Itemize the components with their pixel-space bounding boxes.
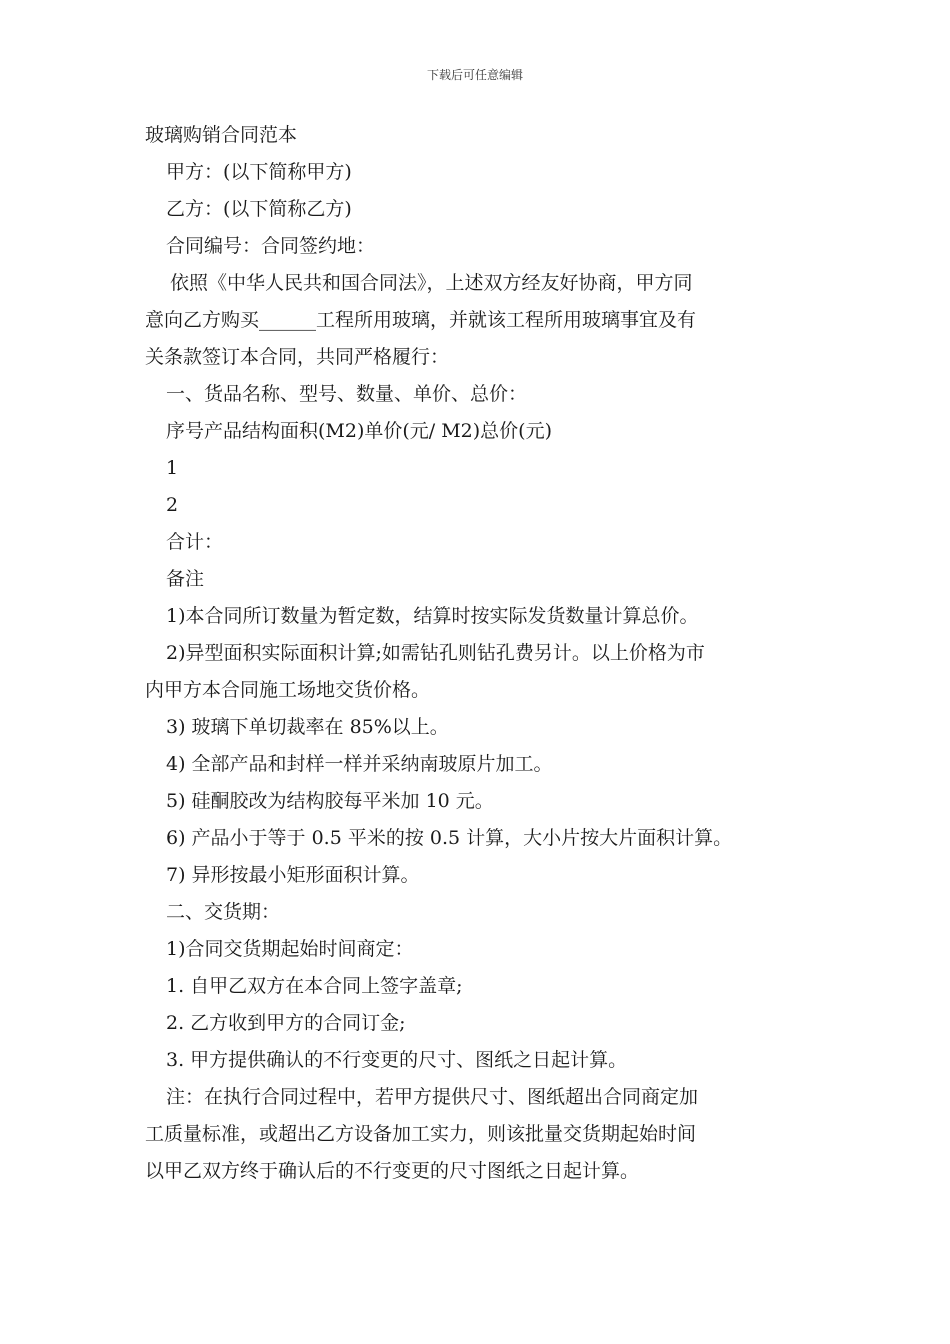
page-header: 下载后可任意编辑 [426,68,523,82]
section-heading: 二、交货期： [166,901,281,923]
party-b-line: 乙方：(以下简称乙方) [166,198,352,220]
contract-number-line: 合同编号：合同签约地： [166,235,376,257]
note-line: 注：在执行合同过程中，若甲方提供尺寸、图纸超出合同商定加 [166,1086,699,1108]
delivery-item: 1)合同交货期起始时间商定： [166,938,414,960]
remark-item: 4) 全部产品和封样一样并采纳南玻原片加工。 [166,753,553,775]
table-row-number: 1 [166,457,179,479]
note-line: 工质量标准，或超出乙方设备加工实力，则该批量交货期起始时间 [145,1123,697,1145]
delivery-item: 2. 乙方收到甲方的合同订金; [166,1012,406,1034]
document-body [145,117,810,1190]
table-header-line: 序号产品结构面积(M2)单价(元/ M2)总价(元) [166,420,553,442]
note-line: 以甲乙双方终于确认后的不行变更的尺寸图纸之日起计算。 [145,1160,640,1182]
table-row-number: 2 [166,494,179,516]
remarks-heading: 备注 [166,568,205,590]
remark-item: 5) 硅酮胶改为结构胶每平米加 10 元。 [166,790,494,812]
remark-item: 1)本合同所订数量为暂定数，结算时按实际发货数量计算总价。 [166,605,699,627]
paragraph-line: 意向乙方购买______工程所用玻璃，并就该工程所用玻璃事宜及有 [145,309,697,331]
paragraph-line: 依照《中华人民共和国合同法》，上述双方经友好协商，甲方同 [170,272,693,294]
remark-item: 2)异型面积实际面积计算;如需钻孔则钻孔费另计。以上价格为市 [166,642,705,664]
paragraph-line: 关条款签订本合同，共同严格履行： [145,346,450,368]
delivery-item: 3. 甲方提供确认的不行变更的尺寸、图纸之日起计算。 [166,1049,628,1071]
total-line: 合计： [166,531,224,553]
remark-item: 7) 异形按最小矩形面积计算。 [166,864,420,886]
document-title: 玻璃购销合同范本 [145,124,298,146]
remark-item: 3) 玻璃下单切裁率在 85%以上。 [166,716,449,738]
section-heading: 一、货品名称、型号、数量、单价、总价： [166,383,528,405]
remark-item-continued: 内甲方本合同施工场地交货价格。 [145,679,431,701]
remark-item: 6) 产品小于等于 0.5 平米的按 0.5 计算，大小片按大片面积计算。 [166,827,733,849]
delivery-item: 1. 自甲乙双方在本合同上签字盖章; [166,975,463,997]
party-a-line: 甲方：(以下简称甲方) [166,161,352,183]
